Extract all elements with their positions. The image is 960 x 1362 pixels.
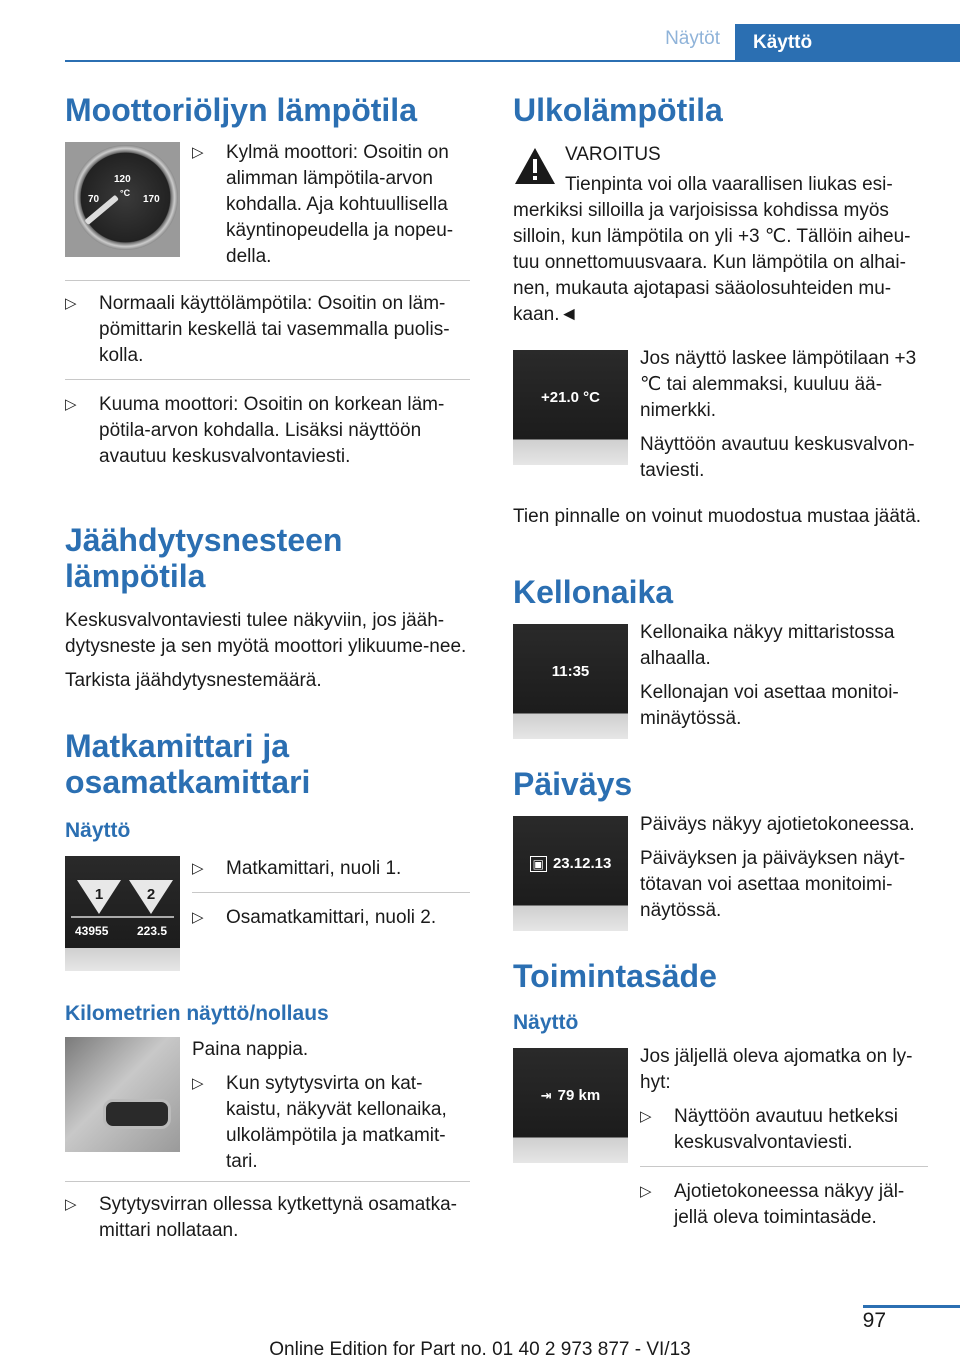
engine-oil-bullets xyxy=(65,280,470,480)
list-item: ▷ Sytytysvirran ollessa kytkettynä osamatka-mittari nollataan. xyxy=(65,1192,470,1254)
engine-oil-bullets-top xyxy=(192,140,470,270)
gauge-label-170: 170 xyxy=(143,194,160,205)
odometer-value: 43955 xyxy=(75,924,109,938)
engine-oil-title: Moottoriöljyn lämpötila xyxy=(65,92,417,128)
clock-display-image: 11:35 xyxy=(513,624,628,739)
outside-temp-paragraph: Näyttöön avautuu keskusvalvon-taviesti. xyxy=(640,434,915,481)
right-column xyxy=(513,92,928,1265)
odometer-bullets xyxy=(192,856,470,953)
warning-triangle-icon xyxy=(513,146,557,186)
coolant-paragraph: Keskusvalvontaviesti tulee näkyviin, jos jääh-dytysneste ja sen myötä moottori ylikuume-nee. xyxy=(65,610,467,657)
range-display-heading: Näyttö xyxy=(513,1011,579,1034)
range-bullets xyxy=(640,1104,928,1241)
range-intro: Jos jäljellä oleva ajomatka on ly-hyt: xyxy=(640,1046,913,1093)
trip-value: 223.5 xyxy=(137,924,168,938)
warning-text: Tienpinta voi olla vaarallisen liukas esi-merkiksi silloilla ja varjoisissa kohdissa myös silloin, kun lämpötila on yli +3 ℃. Tällöin aiheu-tuu onnettomuusvaara. Kun lämpötila on alhai-nen, mukauta ajotapasi sääolosuhteiden mu-kaan.◄ xyxy=(513,174,911,325)
list-item: ▷ Kun sytytysvirta on kat-kaistu, näkyvät kellonaika, ulkolämpötila ja matkamit-tari. xyxy=(192,1071,470,1175)
oil-temperature-gauge-image xyxy=(65,142,180,257)
outside-temp-display-image: +21.0 °C xyxy=(513,350,628,465)
page-number: 97 xyxy=(862,1309,886,1332)
list-item: ▷ Normaali käyttölämpötila: Osoitin on läm-pömittarin keskellä tai vasemmalla puolis-kolla. xyxy=(65,291,470,380)
clock-paragraph: Kellonaika näkyy mittaristossa alhaalla. xyxy=(640,622,895,669)
odometer-reset-text xyxy=(192,1037,470,1175)
odometer-reset-row xyxy=(65,1037,470,1175)
warning-label: VAROITUS xyxy=(565,144,661,165)
reset-bullets-top xyxy=(192,1071,470,1175)
range-text xyxy=(640,1044,928,1253)
odometer-display-image xyxy=(65,856,180,971)
page-header xyxy=(65,24,960,62)
date-title: Päiväys xyxy=(513,766,633,802)
calendar-icon: ▣ xyxy=(530,856,547,872)
clock-row xyxy=(513,624,928,740)
list-item: ▷ Näyttöön avautuu hetkeksi keskusvalvontaviesti. xyxy=(640,1104,928,1167)
odometer-reset-heading: Kilometrien näyttö/nollaus xyxy=(65,1002,329,1025)
date-paragraph: Päiväyksen ja päiväyksen näyt-tötavan voi asettaa monitoimi-näytössä. xyxy=(640,848,906,921)
date-text xyxy=(640,812,928,932)
gauge-label-unit: °C xyxy=(120,188,131,198)
clock-text xyxy=(640,620,928,740)
engine-oil-gauge-row xyxy=(65,142,470,270)
gauge-label-70: 70 xyxy=(88,194,100,205)
header-tab-nayttot[interactable]: Näytöt xyxy=(665,28,720,49)
left-column xyxy=(65,92,470,1266)
date-display-value: 23.12.13 xyxy=(552,855,612,872)
clock-paragraph: Kellonajan voi asettaa monitoi-minäytössä. xyxy=(640,682,899,729)
outside-temp-row xyxy=(513,350,928,492)
coolant-title: Jäähdytysnesteen lämpötila xyxy=(65,522,343,594)
outside-temp-title: Ulkolämpötila xyxy=(513,92,723,128)
warning-block xyxy=(513,142,928,328)
range-row xyxy=(513,1048,928,1253)
coolant-paragraph: Tarkista jäähdytysnestemäärä. xyxy=(65,670,322,691)
range-title: Toimintasäde xyxy=(513,958,717,994)
arrow-label-2: 2 xyxy=(146,886,156,903)
edition-note: Online Edition for Part no. 01 40 2 973 877 - VI/13 xyxy=(269,1339,691,1360)
list-item: ▷ Osamatkamittari, nuoli 2. xyxy=(192,905,470,941)
reset-button-shape xyxy=(103,1099,171,1129)
odometer-title: Matkamittari ja osamatkamittari xyxy=(65,728,311,800)
outside-temp-text xyxy=(640,346,928,492)
list-item: ▷ Matkamittari, nuoli 1. xyxy=(192,856,470,893)
odometer-display-heading: Näyttö xyxy=(65,819,131,842)
reset-bullets xyxy=(65,1181,470,1254)
date-paragraph: Päiväys näkyy ajotietokoneessa. xyxy=(640,814,915,835)
list-item: ▷ Kuuma moottori: Osoitin on korkean läm-pötila-arvon kohdalla. Lisäksi näyttöön avautuu keskusvalvontaviesti. xyxy=(65,392,470,480)
list-item: ▷ Kylmä moottori: Osoitin on alimman lämpötila-arvon kohdalla. Aja kohtuullisella käyntinopeudella ja nopeu-della. xyxy=(192,140,470,270)
clock-title: Kellonaika xyxy=(513,574,674,610)
outside-temp-after: Tien pinnalle on voinut muodostua mustaa jäätä. xyxy=(513,506,922,527)
gauge-label-120: 120 xyxy=(114,174,131,185)
header-tab-kaytto[interactable]: Käyttö xyxy=(735,24,960,62)
date-row xyxy=(513,816,928,932)
outside-temp-paragraph: Jos näyttö laskee lämpötilaan +3 ℃ tai alemmaksi, kuuluu ää-nimerkki. xyxy=(640,348,917,421)
range-display-value: 79 km xyxy=(557,1087,601,1104)
odometer-display-row xyxy=(65,856,470,971)
date-display-image xyxy=(513,816,628,931)
range-display-image xyxy=(513,1048,628,1163)
display-divider xyxy=(71,916,174,918)
footer-divider xyxy=(863,1305,960,1308)
list-item: ▷ Ajotietokoneessa näkyy jäl-jellä oleva toimintasäde. xyxy=(640,1179,928,1241)
fuel-pump-icon: ⇥ xyxy=(540,1087,552,1103)
reset-intro: Paina nappia. xyxy=(192,1039,309,1060)
arrow-label-1: 1 xyxy=(94,886,104,903)
reset-button-image xyxy=(65,1037,180,1152)
